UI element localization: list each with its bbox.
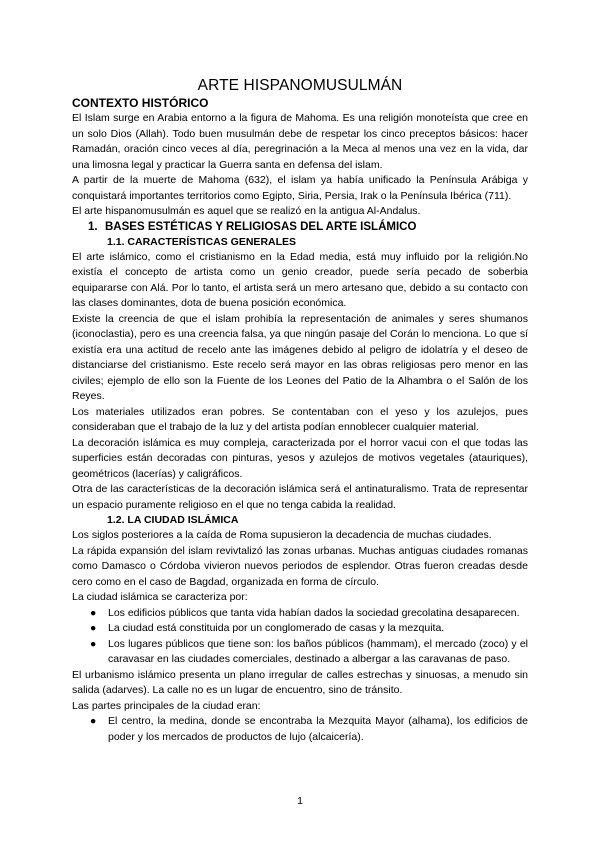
list-item <box>72 714 528 745</box>
section-1-heading <box>72 220 528 235</box>
subsection-1-1-heading: 1.1. CARACTERÍSTICAS GENERALES <box>107 235 297 248</box>
body-paragraph: Las partes principales de la ciudad eran: <box>72 699 261 712</box>
list-item-text: Los lugares públicos que tiene son: los baños públicos (hammam), el mercado (zoco) y el caravasar en las ciudades comerciales, destinado a albergar a las caravanas de paso. <box>108 637 528 665</box>
body-paragraph: Los materiales utilizados eran pobres. Se contentaban con el yeso y los azulejos, pues consideraban que el trabajo de la luz y del artista podían ennoblecer cualquier material. <box>72 405 528 433</box>
section-1-number: 1. <box>88 220 98 233</box>
page-number: 1 <box>297 795 303 807</box>
document-title: ARTE HISPANOMUSULMÁN <box>197 77 403 94</box>
bullet-icon: ● <box>90 637 97 650</box>
list-item <box>72 606 528 622</box>
list-item <box>72 621 528 637</box>
list-item <box>72 637 528 668</box>
list-item-text: El centro, la medina, donde se encontraba la Mezquita Mayor (alhama), los edificios de poder y los mercados de productos de lujo (alcaicería). <box>108 715 528 743</box>
city-characteristics-list <box>72 606 528 668</box>
body-paragraph: La ciudad islámica se caracteriza por: <box>72 591 248 603</box>
body-paragraph: Otra de las características de la decoración islámica será el antinaturalismo. Trata de representar un espacio puramente religioso en el que no tenga cabida la realidad. <box>72 483 528 511</box>
bullet-icon: ● <box>90 715 97 727</box>
body-paragraph: La decoración islámica es muy compleja, caracterizada por el horror vacui con el que todas las superficies están decoradas con pinturas, yesos y azulejos de motivos vegetales (atauriques), geométricos (lacerías) y caligráficos. <box>72 436 528 480</box>
list-item-text: Los edificios públicos que tanta vida habían dados la sociedad grecolatina desaparecen. <box>108 606 520 619</box>
subsection-1-2-heading: 1.2. LA CIUDAD ISLÁMICA <box>107 514 239 526</box>
bullet-icon: ● <box>90 622 97 634</box>
page-content <box>72 76 528 745</box>
context-paragraph: A partir de la muerte de Mahoma (632), el islam ya había unificado la Península Arábiga y conquistará importantes territorios como Egipto, Siria, Persia, Irak o la Península Ibérica (711). <box>72 174 528 202</box>
list-item-text: La ciudad está constituida por un conglomerado de casas y la mezquita. <box>108 622 445 634</box>
body-paragraph: Existe la creencia de que el islam prohibía la representación de animales y seres shumanos (iconoclastia), pero es una creencia falsa, ya que ningún pasaje del Corán lo menciona. Lo que sí existía era una actitud de recelo ante las imágenes debido al peligro de idolatría y el deseo de distanciarse del cristianismo. Este recelo será mayor en las obras religiosas pero menor en las civiles; ejemplo de ello son la Fuente de los Leones del Patio de la Alhambra o el Salón de los Reyes. <box>72 312 528 402</box>
body-paragraph: Los siglos posteriores a la caída de Roma supusieron la decadencia de muchas ciudades. <box>72 529 492 541</box>
context-heading: CONTEXTO HISTÓRICO <box>72 96 209 110</box>
context-paragraph: El Islam surge en Arabia entorno a la figura de Mahoma. Es una religión monoteísta que cree en un solo Dios (Allah). Todo buen musulmán debe de respetar los cinco preceptos básicos: hacer Ramadán, oración cinco veces al día, peregrinación a la Meca al menos una vez en la vida, dar una limosna legal y practicar la Guerra santa en defensa del islam. <box>72 112 528 171</box>
section-1-title: BASES ESTÉTICAS Y RELIGIOSAS DEL ARTE ISLÁMICO <box>105 220 417 233</box>
body-paragraph: La rápida expansión del islam revivtalizó las zonas urbanas. Muchas antiguas ciudades romanas como Damasco o Córdoba vivieron nuevos periodos de esplendor. Otras fueron creadas desde cero como en el caso de Bagdad, organizada en forma de círculo. <box>72 544 528 588</box>
body-paragraph: El urbanismo islámico presenta un plano irregular de calles estrechas y sinuosas, a menudo sin salida (adarves). La calle no es un lugar de encuentro, sino de tránsito. <box>72 668 528 696</box>
body-paragraph: El arte islámico, como el cristianismo en la Edad media, está muy influido por la religión.No existía el concepto de artista como un genio creador, puede sería pecado de soberbia equipararse con Alá. Por lo tanto, el artista será un mero artesano que, debido a su contacto con las clases dominantes, dota de buena posición económica. <box>72 250 528 309</box>
context-paragraph: El arte hispanomusulmán es aquel que se realizó en la antigua Al-Andalus. <box>72 205 421 217</box>
city-parts-list <box>72 714 528 745</box>
bullet-icon: ● <box>90 606 97 619</box>
